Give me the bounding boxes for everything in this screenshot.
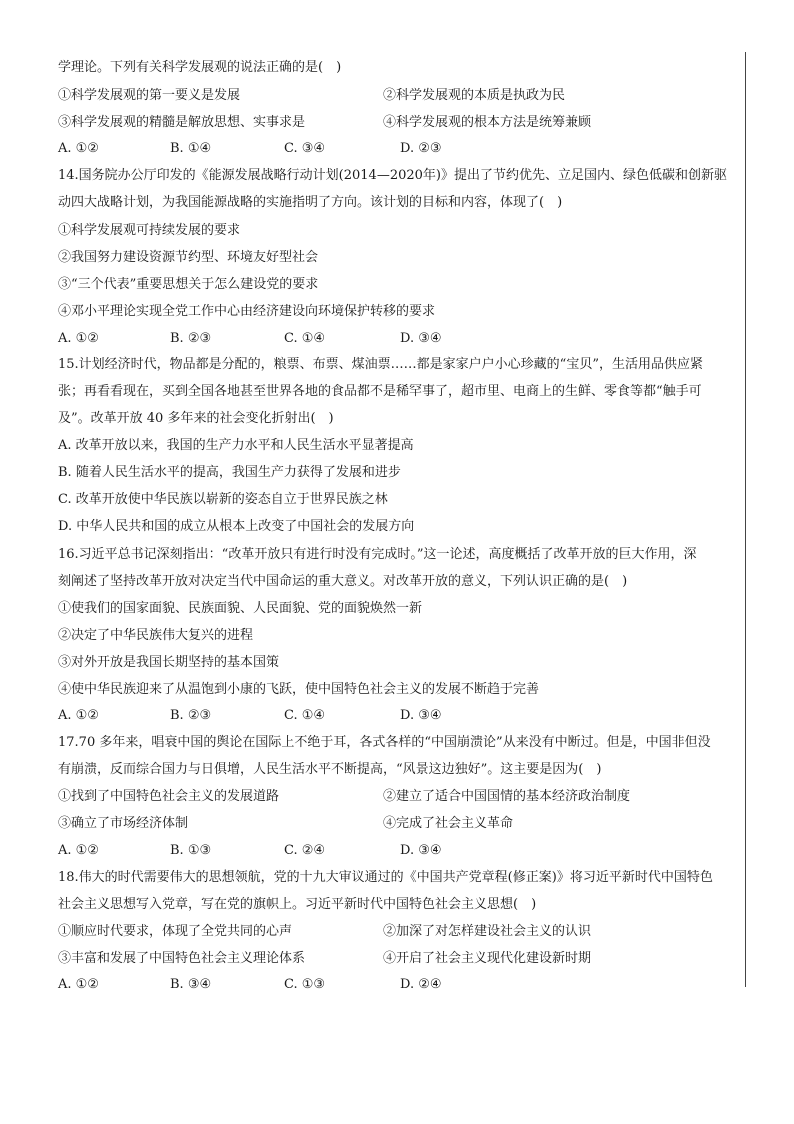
q16-option-d: D. ③④ xyxy=(400,708,442,723)
q17-stem-line-2: 有崩溃，反而综合国力与日俱增，人民生活水平不断提高，“风景这边独好”。这主要是因为( ) xyxy=(58,762,602,777)
q18-stem-line-1: 18.伟大的时代需要伟大的思想领航，党的十九大审议通过的《中国共产党章程(修正案)》将习近平新时代中国特色 xyxy=(58,870,713,885)
q15-stem-line-1: 15.计划经济时代，物品都是分配的，粮票、布票、煤油票……都是家家户户小心珍藏的“宝贝”，生活用品供应紧 xyxy=(58,357,703,372)
q15-choice-a: A. 改革开放以来，我国的生产力水平和人民生活水平显著提高 xyxy=(58,438,414,453)
q16-option-c: C. ①④ xyxy=(284,708,326,723)
q14-stem-line-1: 14.国务院办公厅印发的《能源发展战略行动计划(2014—2020年)》提出了节约优先、立足国内、绿色低碳和创新驱 xyxy=(58,168,727,183)
q17-item-2: ②建立了适合中国国情的基本经济政治制度 xyxy=(383,789,631,804)
q14-option-d: D. ③④ xyxy=(400,331,442,346)
q14-item-2: ②我国努力建设资源节约型、环境友好型社会 xyxy=(58,250,319,265)
q18-option-b: B. ③④ xyxy=(170,977,212,992)
q17-option-b: B. ①③ xyxy=(170,843,212,858)
q17-item-1: ①找到了中国特色社会主义的发展道路 xyxy=(58,789,280,804)
q18-option-d: D. ②④ xyxy=(400,977,442,992)
q13-option-a: A. ①② xyxy=(58,141,99,156)
q15-choice-c: C. 改革开放使中华民族以崭新的姿态自立于世界民族之林 xyxy=(58,492,388,507)
q18-item-4: ④开启了社会主义现代化建设新时期 xyxy=(383,951,592,966)
page-margin-rule xyxy=(745,52,746,987)
q13-item-4: ④科学发展观的根本方法是统筹兼顾 xyxy=(383,115,592,130)
q18-item-1: ①顺应时代要求，体现了全党共同的心声 xyxy=(58,924,293,939)
q17-option-d: D. ③④ xyxy=(400,843,442,858)
q16-option-b: B. ②③ xyxy=(170,708,212,723)
q13-option-d: D. ②③ xyxy=(400,141,442,156)
q14-option-c: C. ①④ xyxy=(284,331,326,346)
q16-item-4: ④使中华民族迎来了从温饱到小康的飞跃，使中国特色社会主义的发展不断趋于完善 xyxy=(58,682,540,697)
q16-item-2: ②决定了中华民族伟大复兴的进程 xyxy=(58,628,254,643)
q14-item-4: ④邓小平理论实现全党工作中心由经济建设向环境保护转移的要求 xyxy=(58,304,436,319)
q17-option-a: A. ①② xyxy=(58,843,99,858)
q13-item-3: ③科学发展观的精髓是解放思想、实事求是 xyxy=(58,115,306,130)
q16-stem-line-1: 16.习近平总书记深刻指出：“改革开放只有进行时没有完成时。”这一论述，高度概括了改革开放的巨大作用，深 xyxy=(58,547,697,562)
q15-stem-line-2: 张；再看看现在，买到全国各地甚至世界各地的食品都不是稀罕事了，超市里、电商上的生鲜、零食等都“触手可 xyxy=(58,384,702,399)
q16-option-a: A. ①② xyxy=(58,708,99,723)
q14-option-a: A. ①② xyxy=(58,331,99,346)
q14-item-3: ③“三个代表”重要思想关于怎么建设党的要求 xyxy=(58,277,319,292)
q15-choice-d: D. 中华人民共和国的成立从根本上改变了中国社会的发展方向 xyxy=(58,519,415,534)
q16-stem-line-2: 刻阐述了坚持改革开放对决定当代中国命运的重大意义。对改革开放的意义，下列认识正确的是( ) xyxy=(58,574,628,589)
q13-item-2: ②科学发展观的本质是执政为民 xyxy=(383,88,566,103)
q13-item-1: ①科学发展观的第一要义是发展 xyxy=(58,88,241,103)
q16-item-3: ③对外开放是我国长期坚持的基本国策 xyxy=(58,655,280,670)
q18-option-c: C. ①③ xyxy=(284,977,326,992)
q13-option-b: B. ①④ xyxy=(170,141,212,156)
q15-choice-b: B. 随着人民生活水平的提高，我国生产力获得了发展和进步 xyxy=(58,465,401,480)
q17-stem-line-1: 17.70 多年来，唱衰中国的舆论在国际上不绝于耳，各式各样的“中国崩溃论”从来没有中断过。但是，中国非但没 xyxy=(58,735,711,750)
q16-item-1: ①使我们的国家面貌、民族面貌、人民面貌、党的面貌焕然一新 xyxy=(58,601,423,616)
q18-stem-line-2: 社会主义思想写入党章，写在党的旗帜上。习近平新时代中国特色社会主义思想( ) xyxy=(58,897,537,912)
q14-stem-line-2: 动四大战略计划，为我国能源战略的实施指明了方向。该计划的目标和内容，体现了( ) xyxy=(58,195,563,210)
q17-item-4: ④完成了社会主义革命 xyxy=(383,816,514,831)
q18-item-3: ③丰富和发展了中国特色社会主义理论体系 xyxy=(58,951,306,966)
q13-stem: 学理论。下列有关科学发展观的说法正确的是( ) xyxy=(58,60,342,75)
q14-item-1: ①科学发展观可持续发展的要求 xyxy=(58,223,241,238)
q15-stem-line-3: 及”。改革开放 40 多年来的社会变化折射出( ) xyxy=(58,411,334,426)
q13-option-c: C. ③④ xyxy=(284,141,326,156)
q18-option-a: A. ①② xyxy=(58,977,99,992)
q17-option-c: C. ②④ xyxy=(284,843,326,858)
q14-option-b: B. ②③ xyxy=(170,331,212,346)
q18-item-2: ②加深了对怎样建设社会主义的认识 xyxy=(383,924,592,939)
q17-item-3: ③确立了市场经济体制 xyxy=(58,816,189,831)
